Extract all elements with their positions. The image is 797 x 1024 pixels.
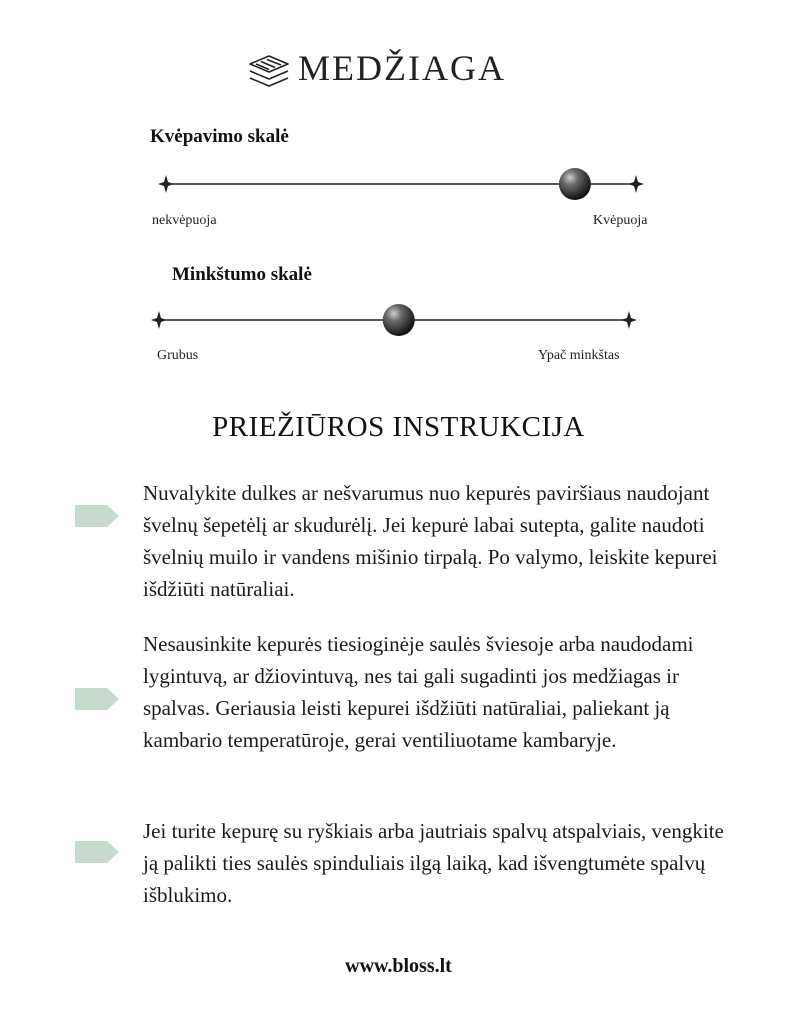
arrow-tag-icon [75,841,119,863]
softness-scale-title: Minkštumo skalė [172,264,312,285]
arrow-tag-icon [75,505,119,527]
care-section-title: PRIEŽIŪROS INSTRUKCIJA [212,411,585,443]
scale-knob [559,168,591,200]
page-title: MEDŽIAGA [298,48,506,88]
arrow-tag-icon [75,688,119,710]
breathability-scale [0,162,797,206]
breathability-min-label: nekvėpuoja [152,213,217,228]
softness-max-label: Ypač minkštas [538,348,620,363]
breathability-scale-title: Kvėpavimo skalė [150,126,289,147]
website-link[interactable]: www.bloss.lt [345,955,452,977]
scale-knob [383,304,415,336]
care-instruction-2: Nesausinkite kepurės tiesioginėje saulės šviesoje arba naudodami lygintuvą, ar džiovintuvą, nes tai gali sugadinti jos medžiagas ir spalvas. Geriausia leisti kepurei išdžiūti natūraliai, paliekant ją kambario temperatūroje, gerai ventiliuotame kambaryje. [143,632,694,752]
softness-scale [0,298,797,342]
scale-end-star [621,311,637,329]
softness-min-label: Grubus [157,348,199,363]
scale-end-star [628,175,644,193]
page-header [0,44,797,94]
layers-icon [247,54,291,90]
scale-start-star [158,175,174,193]
scale-start-star [151,311,167,329]
care-instruction-1: Nuvalykite dulkes ar nešvarumus nuo kepurės paviršiaus naudojant švelnų šepetėlį ar skudurėlį. Jei kepurė labai sutepta, galite naudoti švelnių muilo ir vandens mišinio tirpalą. Po valymo, leiskite kepurei išdžiūti natūraliai. [143,481,718,601]
care-instruction-3: Jei turite kepurę su ryškiais arba jautriais spalvų atspalviais, vengkite ją palikti ties saulės spinduliais ilgą laiką, kad išvengtumėte spalvų išblukimo. [143,819,724,907]
breathability-max-label: Kvėpuoja [593,213,648,228]
